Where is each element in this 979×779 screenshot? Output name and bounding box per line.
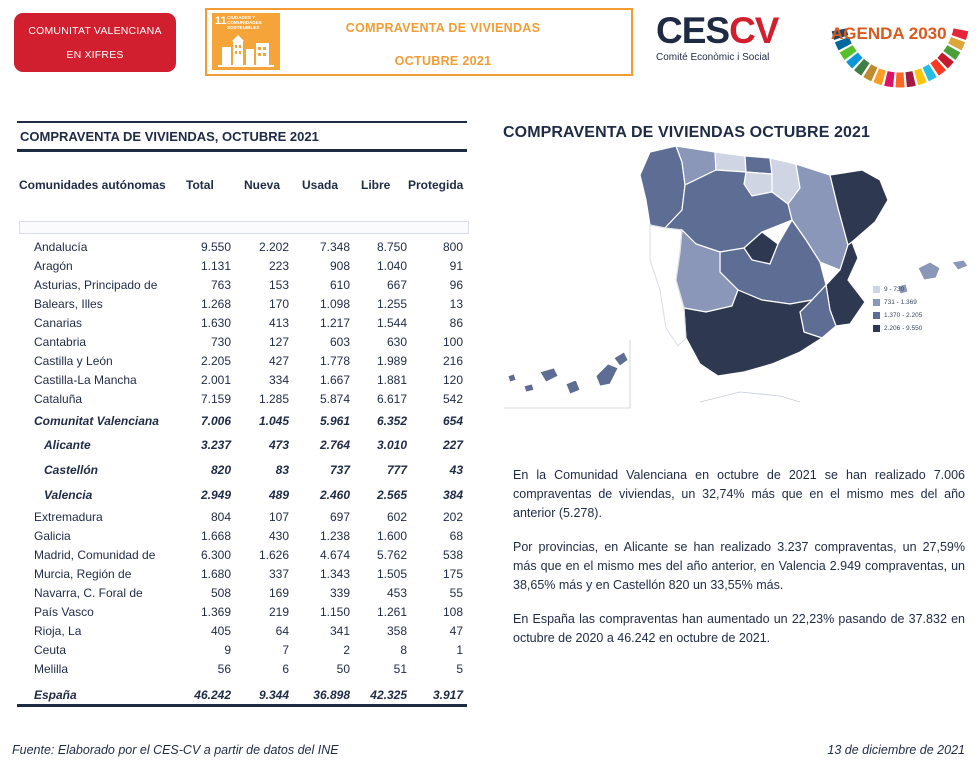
cell-nueva: 219 bbox=[268, 605, 289, 619]
legend-swatch-1 bbox=[873, 286, 880, 293]
spain-choropleth-map bbox=[500, 140, 975, 415]
table-row bbox=[17, 564, 467, 583]
cell-total: 1.630 bbox=[200, 316, 231, 330]
agenda-ring-segment bbox=[959, 30, 961, 38]
cell-prot: 202 bbox=[442, 510, 463, 524]
row-label: Galicia bbox=[34, 529, 71, 543]
cell-usada: 341 bbox=[329, 624, 350, 638]
cell-total: 3.237 bbox=[200, 438, 231, 452]
cell-nueva: 427 bbox=[268, 354, 289, 368]
cell-nueva: 1.045 bbox=[258, 414, 289, 428]
agenda-ring-segment bbox=[886, 78, 894, 79]
cell-usada: 1.098 bbox=[319, 297, 350, 311]
cell-libre: 8 bbox=[400, 643, 407, 657]
comunitat-valenciana-badge bbox=[14, 13, 176, 72]
cell-total: 508 bbox=[210, 586, 231, 600]
cell-total: 804 bbox=[210, 510, 231, 524]
cell-usada: 1.778 bbox=[319, 354, 350, 368]
region-canarias bbox=[508, 352, 628, 394]
table-top-rule bbox=[17, 121, 467, 123]
cell-total: 6.300 bbox=[200, 548, 231, 562]
badge-line-1: COMUNITAT VALENCIANA bbox=[28, 24, 162, 37]
cell-prot: 47 bbox=[449, 624, 463, 638]
city-buildings-icon bbox=[212, 13, 280, 70]
column-header-libre: Libre bbox=[361, 178, 391, 192]
cell-total: 1.680 bbox=[200, 567, 231, 581]
agenda-ring-segment bbox=[852, 57, 857, 63]
row-label: Cataluña bbox=[34, 392, 83, 406]
cell-prot: 86 bbox=[449, 316, 463, 330]
cell-total: 9.550 bbox=[200, 240, 231, 254]
cell-total: 1.268 bbox=[200, 297, 231, 311]
row-label: Murcia, Región de bbox=[34, 567, 132, 581]
cell-nueva: 153 bbox=[268, 278, 289, 292]
cell-nueva: 1.626 bbox=[258, 548, 289, 562]
legend-swatch-4 bbox=[873, 325, 880, 332]
region-pais-vasco bbox=[745, 156, 772, 174]
cell-total: 1.369 bbox=[200, 605, 231, 619]
cell-libre: 1.255 bbox=[376, 297, 407, 311]
summary-paragraph-3: En España las compraventas han aumentado un 22,23% pasando de 37.832 en octubre de 2020 a 46.242 en octubre de 2021. bbox=[513, 612, 965, 645]
row-label: Balears, Illes bbox=[34, 297, 103, 311]
cell-total: 2.205 bbox=[200, 354, 231, 368]
cell-libre: 1.505 bbox=[376, 567, 407, 581]
africa-coast bbox=[700, 392, 800, 402]
table-row bbox=[17, 435, 467, 454]
table-row bbox=[17, 294, 467, 313]
cell-total: 730 bbox=[210, 335, 231, 349]
legend-swatch-3 bbox=[873, 312, 880, 319]
cell-total: 1.131 bbox=[200, 259, 231, 273]
cell-usada: 603 bbox=[329, 335, 350, 349]
badge-line-2: EN XIFRES bbox=[66, 48, 124, 61]
cell-prot: 108 bbox=[442, 605, 463, 619]
table-row bbox=[17, 411, 467, 430]
table-row bbox=[17, 275, 467, 294]
cell-prot: 1 bbox=[456, 643, 463, 657]
cell-prot: 5 bbox=[456, 662, 463, 676]
legend-item-2 bbox=[873, 299, 917, 306]
agenda-ring-segment bbox=[949, 49, 953, 56]
row-label: Asturias, Principado de bbox=[34, 278, 158, 292]
cell-total: 2.001 bbox=[200, 373, 231, 387]
legend-label-1: 9 - 730 bbox=[884, 286, 905, 293]
cell-usada: 1.238 bbox=[319, 529, 350, 543]
cell-prot: 538 bbox=[442, 548, 463, 562]
cell-prot: 100 bbox=[442, 335, 463, 349]
sdg-label: CIUDADES Y COMUNIDADES SOSTENIBLES bbox=[227, 15, 262, 30]
cell-usada: 7.348 bbox=[319, 240, 350, 254]
row-label: Rioja, La bbox=[34, 624, 82, 638]
legend-item-3 bbox=[873, 312, 922, 319]
table-row bbox=[17, 602, 467, 621]
table-row bbox=[17, 507, 467, 526]
cell-libre: 3.010 bbox=[376, 438, 407, 452]
header-title: COMPRAVENTA DE VIVIENDAS bbox=[345, 21, 541, 35]
cell-prot: 216 bbox=[442, 354, 463, 368]
row-label: Alicante bbox=[44, 438, 91, 452]
cell-libre: 453 bbox=[386, 586, 407, 600]
table-row bbox=[17, 313, 467, 332]
table-row bbox=[17, 485, 467, 504]
row-label: Castilla-La Mancha bbox=[34, 373, 137, 387]
cell-usada: 2.460 bbox=[319, 488, 350, 502]
sdg-11-icon bbox=[212, 13, 280, 70]
table-row bbox=[17, 351, 467, 370]
row-label: Valencia bbox=[44, 488, 93, 502]
cell-libre: 358 bbox=[386, 624, 407, 638]
cell-libre: 2.565 bbox=[376, 488, 407, 502]
legend-label-3: 1.370 - 2.205 bbox=[884, 312, 923, 319]
cell-nueva: 83 bbox=[275, 463, 289, 477]
legend-item-4 bbox=[873, 325, 922, 332]
table-row bbox=[17, 237, 467, 256]
cell-total: 9 bbox=[224, 643, 231, 657]
table-row bbox=[17, 583, 467, 602]
table-row bbox=[17, 389, 467, 408]
cell-total: 7.006 bbox=[200, 414, 231, 428]
agenda-ring-segment bbox=[916, 75, 924, 78]
region-baleares bbox=[918, 262, 940, 280]
cell-usada: 1.150 bbox=[319, 605, 350, 619]
cell-usada: 610 bbox=[329, 278, 350, 292]
header-subtitle: OCTUBRE 2021 bbox=[394, 54, 492, 68]
table-row bbox=[17, 460, 467, 479]
cescv-logo bbox=[656, 12, 778, 63]
table-row bbox=[17, 370, 467, 389]
row-label: Canarias bbox=[34, 316, 83, 330]
sdg-number: 11 bbox=[215, 15, 227, 27]
agenda-2030-label: AGENDA 2030 bbox=[831, 24, 947, 43]
cell-libre: 667 bbox=[386, 278, 407, 292]
table-row bbox=[17, 659, 467, 678]
cell-total: 763 bbox=[210, 278, 231, 292]
cell-usada: 1.217 bbox=[319, 316, 350, 330]
row-label: Melilla bbox=[34, 662, 69, 676]
cell-nueva: 64 bbox=[275, 624, 289, 638]
cell-prot: 120 bbox=[442, 373, 463, 387]
cell-libre: 42.325 bbox=[370, 688, 407, 702]
cell-libre: 1.989 bbox=[376, 354, 407, 368]
agenda-ring-segment bbox=[876, 75, 884, 78]
cell-nueva: 127 bbox=[268, 335, 289, 349]
cell-libre: 630 bbox=[386, 335, 407, 349]
cell-nueva: 6 bbox=[282, 662, 289, 676]
cell-usada: 737 bbox=[329, 463, 350, 477]
row-label: Ceuta bbox=[34, 643, 67, 657]
cell-total: 1.668 bbox=[200, 529, 231, 543]
cell-nueva: 169 bbox=[268, 586, 289, 600]
summary-paragraph-2: Por provincias, en Alicante se han realizado 3.237 compraventas, un 27,59% más que en el mismo mes del año anterior, en Valencia 2.949 compraventas, un 38,65% más y en Castellón 820 un 33,55% más. bbox=[513, 540, 965, 592]
table-spacer-row bbox=[19, 221, 469, 234]
cell-libre: 5.762 bbox=[376, 548, 407, 562]
row-label: Castilla y León bbox=[34, 354, 113, 368]
cell-nueva: 107 bbox=[268, 510, 289, 524]
table-row bbox=[17, 256, 467, 275]
cell-libre: 51 bbox=[393, 662, 407, 676]
table-title-rule bbox=[17, 149, 467, 152]
row-label: Cantabria bbox=[34, 335, 87, 349]
agenda-ring-segment bbox=[906, 78, 914, 79]
agenda-ring-segment bbox=[867, 71, 874, 75]
agenda-ring-segment bbox=[935, 65, 941, 70]
cell-prot: 91 bbox=[449, 259, 463, 273]
cell-total: 820 bbox=[210, 463, 231, 477]
cell-libre: 777 bbox=[386, 463, 407, 477]
cell-usada: 2 bbox=[343, 643, 350, 657]
cell-usada: 1.343 bbox=[319, 567, 350, 581]
table-row bbox=[17, 685, 467, 704]
cell-nueva: 9.344 bbox=[258, 688, 289, 702]
cell-prot: 227 bbox=[442, 438, 463, 452]
cell-nueva: 223 bbox=[268, 259, 289, 273]
row-label: Extremadura bbox=[34, 510, 103, 524]
row-label: Castellón bbox=[44, 463, 99, 477]
table-row bbox=[17, 640, 467, 659]
cell-prot: 43 bbox=[449, 463, 463, 477]
table-title: COMPRAVENTA DE VIVIENDAS, OCTUBRE 2021 bbox=[20, 129, 319, 144]
cell-total: 56 bbox=[217, 662, 231, 676]
summary-paragraph-1: En la Comunidad Valenciana en octubre de 2021 se han realizado 7.006 compraventas de viviendas, un 32,74% más que en el mismo mes del año anterior (5.278). bbox=[513, 468, 965, 520]
legend-label-4: 2.206 - 9.550 bbox=[884, 325, 923, 332]
cell-nueva: 430 bbox=[268, 529, 289, 543]
table-row bbox=[17, 526, 467, 545]
cell-libre: 602 bbox=[386, 510, 407, 524]
table-row bbox=[17, 621, 467, 640]
cell-nueva: 1.285 bbox=[258, 392, 289, 406]
cell-libre: 1.881 bbox=[376, 373, 407, 387]
column-header-total: Total bbox=[186, 178, 214, 192]
cell-prot: 384 bbox=[442, 488, 463, 502]
cell-nueva: 473 bbox=[268, 438, 289, 452]
row-label: Andalucía bbox=[34, 240, 88, 254]
cell-libre: 6.352 bbox=[376, 414, 407, 428]
legend-item-1 bbox=[873, 286, 904, 293]
agenda-ring-segment bbox=[955, 40, 958, 47]
region-baleares-menorca bbox=[952, 260, 968, 270]
cell-prot: 654 bbox=[442, 414, 463, 428]
table-row bbox=[17, 332, 467, 351]
cell-nueva: 489 bbox=[268, 488, 289, 502]
cescv-subtitle: Comité Econòmic i Social bbox=[656, 52, 770, 63]
cell-nueva: 413 bbox=[268, 316, 289, 330]
cell-total: 46.242 bbox=[194, 688, 231, 702]
cell-prot: 68 bbox=[449, 529, 463, 543]
cell-usada: 36.898 bbox=[313, 688, 350, 702]
cell-total: 2.949 bbox=[200, 488, 231, 502]
agenda-2030-ring-icon bbox=[820, 0, 979, 92]
footer-date: 13 de diciembre de 2021 bbox=[827, 743, 965, 757]
cell-prot: 96 bbox=[449, 278, 463, 292]
cell-prot: 55 bbox=[449, 586, 463, 600]
cell-libre: 1.544 bbox=[376, 316, 407, 330]
cell-usada: 1.667 bbox=[319, 373, 350, 387]
legend-swatch-2 bbox=[873, 299, 880, 306]
cell-prot: 800 bbox=[442, 240, 463, 254]
legend-label-2: 731 - 1.369 bbox=[884, 299, 917, 306]
column-header-protegida: Protegida bbox=[408, 178, 464, 192]
agenda-ring-segment bbox=[859, 65, 865, 70]
cell-libre: 6.617 bbox=[376, 392, 407, 406]
footer-source: Fuente: Elaborado por el CES-CV a partir de datos del INE bbox=[12, 743, 339, 757]
region-cantabria bbox=[715, 152, 746, 172]
agenda-ring-segment bbox=[943, 57, 948, 63]
cell-nueva: 334 bbox=[268, 373, 289, 387]
cell-total: 405 bbox=[210, 624, 231, 638]
cell-usada: 50 bbox=[336, 662, 350, 676]
cell-nueva: 170 bbox=[268, 297, 289, 311]
cell-libre: 1.040 bbox=[376, 259, 407, 273]
agenda-ring-segment bbox=[926, 71, 933, 75]
column-header-region: Comunidades autónomas bbox=[19, 178, 166, 192]
row-label: Navarra, C. Foral de bbox=[34, 586, 143, 600]
cell-prot: 13 bbox=[449, 297, 463, 311]
cell-prot: 542 bbox=[442, 392, 463, 406]
row-label: Aragón bbox=[34, 259, 73, 273]
cescv-wordmark: CESCV bbox=[656, 10, 779, 51]
column-header-nueva: Nueva bbox=[244, 178, 281, 192]
table-bottom-rule bbox=[17, 704, 467, 707]
cell-nueva: 337 bbox=[268, 567, 289, 581]
cell-usada: 2.764 bbox=[319, 438, 350, 452]
cell-prot: 175 bbox=[442, 567, 463, 581]
cell-usada: 697 bbox=[329, 510, 350, 524]
cell-usada: 908 bbox=[329, 259, 350, 273]
row-label: País Vasco bbox=[34, 605, 94, 619]
cell-nueva: 7 bbox=[282, 643, 289, 657]
column-header-usada: Usada bbox=[302, 178, 339, 192]
table-row bbox=[17, 545, 467, 564]
cell-usada: 339 bbox=[329, 586, 350, 600]
cell-usada: 5.874 bbox=[319, 392, 350, 406]
map-title: COMPRAVENTA DE VIVIENDAS OCTUBRE 2021 bbox=[503, 124, 871, 141]
row-label: España bbox=[34, 688, 77, 702]
cell-libre: 8.750 bbox=[376, 240, 407, 254]
cell-prot: 3.917 bbox=[432, 688, 463, 702]
cell-libre: 1.600 bbox=[376, 529, 407, 543]
cell-libre: 1.261 bbox=[376, 605, 407, 619]
agenda-ring-segment bbox=[846, 49, 850, 56]
cell-nueva: 2.202 bbox=[258, 240, 289, 254]
row-label: Comunitat Valenciana bbox=[34, 414, 159, 428]
cell-total: 7.159 bbox=[200, 392, 231, 406]
cell-usada: 5.961 bbox=[319, 414, 350, 428]
cell-usada: 4.674 bbox=[319, 548, 350, 562]
row-label: Madrid, Comunidad de bbox=[34, 548, 156, 562]
